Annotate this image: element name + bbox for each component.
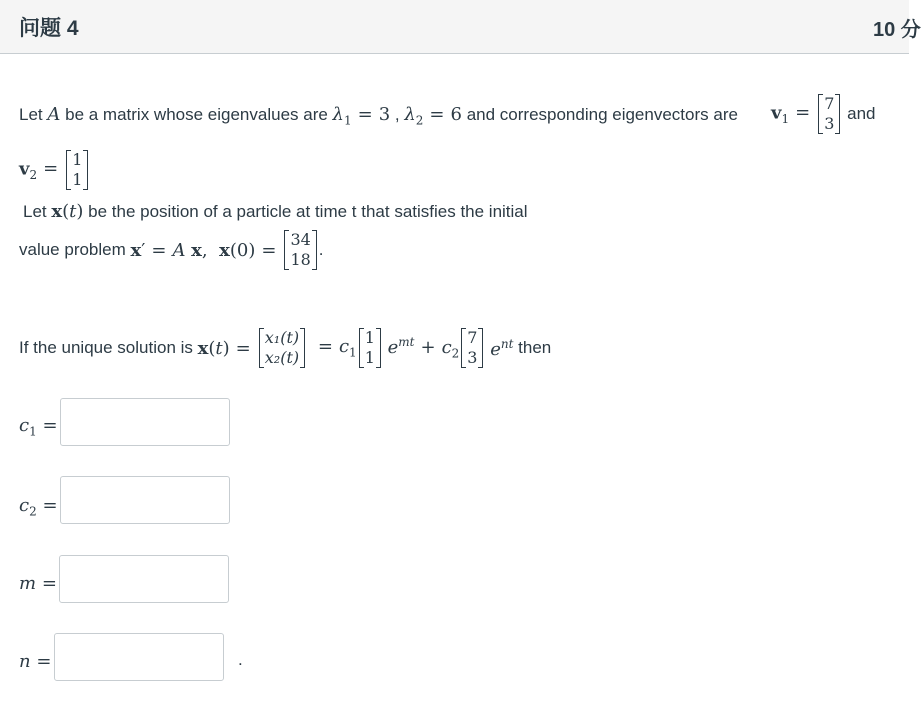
answer-label-m xyxy=(19,573,57,594)
x1-component: x₁(t) xyxy=(264,328,300,347)
plus-sign: + xyxy=(420,337,436,359)
v2-entry-2: 1 xyxy=(364,348,375,367)
equals-sign: = xyxy=(41,573,57,594)
v2-vector xyxy=(66,150,88,190)
question-header xyxy=(0,0,921,54)
equals-sign: = xyxy=(261,239,277,261)
v1-vector xyxy=(818,94,840,134)
exponent-nt: nt xyxy=(500,336,514,351)
period: . xyxy=(318,240,324,259)
c1-input[interactable] xyxy=(60,398,230,446)
v2-entry-1: 1 xyxy=(72,150,83,169)
exponent-mt: mt xyxy=(398,335,415,350)
lambda2-value: 6 xyxy=(450,104,462,125)
exp-m-term xyxy=(387,335,460,361)
equals-sign: = xyxy=(429,104,445,125)
v1-entry-2: 3 xyxy=(824,114,835,133)
v2-vector xyxy=(359,328,381,368)
text-let: Let xyxy=(23,202,47,221)
ivp-equation: x′ = A x, x(0) = xyxy=(130,239,277,261)
text-let: Let xyxy=(19,105,43,124)
lambda-2 xyxy=(404,104,462,128)
t-symbol: t xyxy=(69,201,77,222)
equals-sign: = xyxy=(795,102,811,124)
equals-sign: = xyxy=(43,158,59,180)
problem-line-1 xyxy=(19,104,738,128)
equals-sign: = xyxy=(235,337,251,359)
matrix-a: A xyxy=(47,104,61,125)
c2-input[interactable] xyxy=(60,476,230,524)
lambda-symbol: λ xyxy=(404,104,416,125)
answer-label-c1 xyxy=(19,415,58,439)
text-then: then xyxy=(518,338,552,357)
comma: , xyxy=(201,239,208,261)
text-position: be the position of a particle at time t that satisfies the initial xyxy=(88,202,528,221)
c-symbol: c xyxy=(441,337,452,359)
v-symbol: v xyxy=(19,158,30,180)
e-symbol: e xyxy=(387,337,399,359)
x0-entry-2: 18 xyxy=(290,250,311,269)
v-symbol: v xyxy=(771,102,782,124)
text-and: and xyxy=(847,104,876,123)
equals-sign: = xyxy=(42,415,58,436)
lambda1-value: 3 xyxy=(378,104,391,125)
x2-component: x₂(t) xyxy=(264,348,300,367)
x0-vector xyxy=(284,230,316,270)
v2-sub: 2 xyxy=(29,167,38,182)
v2-expression xyxy=(19,150,90,190)
lambda1-sub: 1 xyxy=(343,113,352,128)
question-points: 10 分 xyxy=(873,19,921,41)
x-components-vector xyxy=(259,328,305,368)
equals-sign: = xyxy=(42,495,58,516)
lambda-symbol: λ xyxy=(332,104,344,125)
answer-sub: 1 xyxy=(29,424,37,439)
comma: , xyxy=(394,105,400,124)
x0-arg: 0 xyxy=(236,239,249,261)
equals-sign: = xyxy=(357,104,373,125)
v1-sub: 1 xyxy=(781,111,790,126)
equals-sign: = xyxy=(36,651,52,672)
problem-line-solution xyxy=(19,328,551,368)
m-input[interactable] xyxy=(59,555,229,603)
lambda2-sub: 2 xyxy=(415,113,424,128)
lambda-1 xyxy=(332,104,391,128)
answer-var: m xyxy=(19,573,37,594)
x-symbol: x xyxy=(130,239,142,261)
answer-var: c xyxy=(19,415,30,436)
c-symbol: c xyxy=(338,336,350,358)
answer-var: c xyxy=(19,495,30,516)
answer-var: n xyxy=(19,651,31,672)
x-symbol: x xyxy=(51,201,63,222)
x-symbol: x xyxy=(191,239,202,261)
answer-label-n xyxy=(19,651,51,672)
solution-lhs: x(t) = xyxy=(197,337,251,359)
t-symbol: t xyxy=(215,337,223,359)
equals-sign: = xyxy=(151,239,167,261)
x0-entry-1: 34 xyxy=(290,230,311,249)
answer-sub: 2 xyxy=(29,504,37,519)
matrix-a: A xyxy=(172,239,186,261)
x-symbol: x xyxy=(197,337,209,359)
text-solution: If the unique solution is xyxy=(19,338,193,357)
v1-entry-1: 7 xyxy=(824,94,835,113)
e-symbol: e xyxy=(490,338,501,360)
exp-n-term xyxy=(490,336,514,360)
question-title: 问题 4 xyxy=(19,17,79,40)
x-symbol: x xyxy=(219,239,230,261)
v1-entry-2: 3 xyxy=(467,348,478,367)
x-of-t: x(t) xyxy=(51,201,84,222)
trailing-period: . xyxy=(238,650,243,669)
n-input[interactable] xyxy=(54,633,224,681)
c1-term xyxy=(312,336,357,360)
problem-line-ivp xyxy=(19,230,324,270)
v2-entry-2: 1 xyxy=(72,170,83,189)
text-eigenvectors: and corresponding eigenvectors are xyxy=(466,105,738,124)
equals-sign: = xyxy=(317,336,333,358)
v1-expression xyxy=(771,94,876,134)
problem-line-position xyxy=(23,201,528,222)
text-eigenvalues: be a matrix whose eigenvalues are xyxy=(65,105,328,124)
v1-entry-1: 7 xyxy=(467,328,478,347)
text-ivp: value problem xyxy=(19,240,126,259)
answer-label-c2 xyxy=(19,495,58,519)
c1-sub: 1 xyxy=(349,345,357,360)
v2-entry-1: 1 xyxy=(364,328,375,347)
c2-sub: 2 xyxy=(451,346,460,361)
v1-vector xyxy=(461,328,483,368)
